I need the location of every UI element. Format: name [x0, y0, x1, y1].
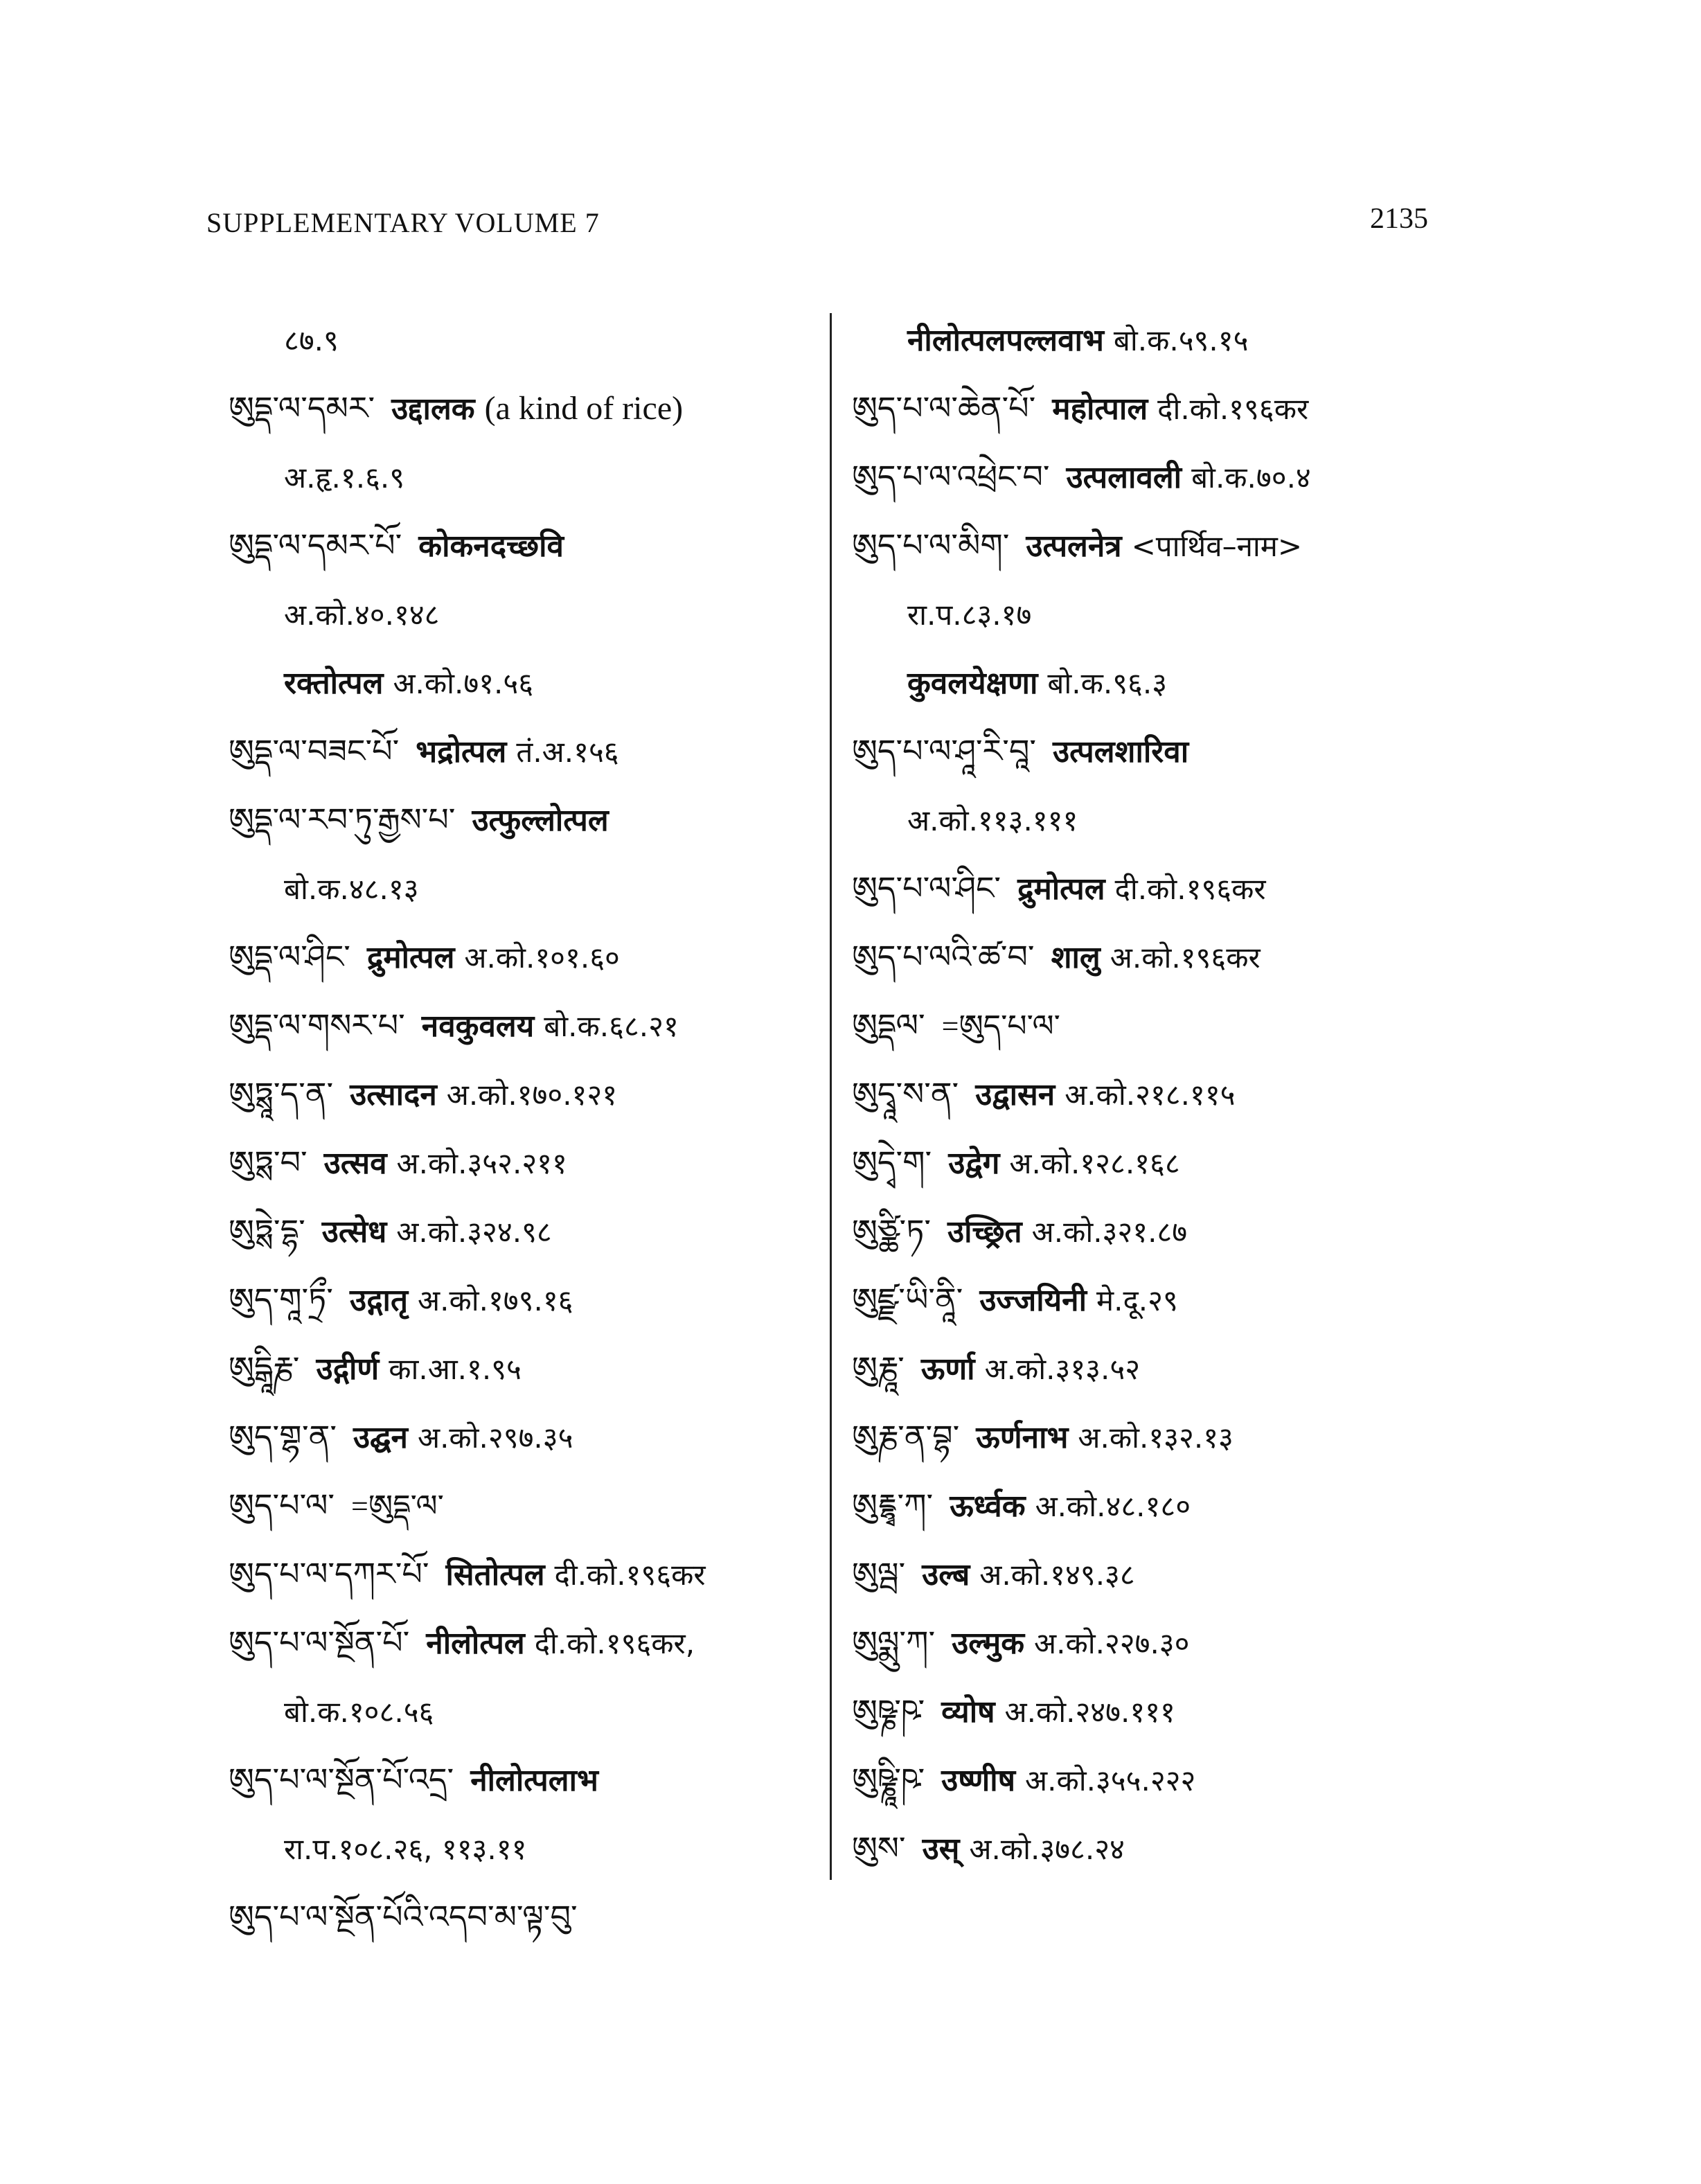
tibetan-term: ཨུལྨུ་ཀ་ [852, 1624, 936, 1661]
tibetan-term: ཨུདྡ་ལ་དམར་པོ་ [229, 526, 402, 564]
entry-line [229, 456, 404, 499]
tibetan-term: ཨུད་པ་ལ་ཆེན་པོ་ [852, 389, 1036, 427]
sanskrit-term: उत्पलशारिवा [1053, 734, 1189, 770]
tibetan-term: ཨུདྡ་ལ་རབ་ཏུ་རྒྱས་པ་ [229, 801, 456, 838]
entry-line [852, 387, 1308, 430]
source-reference: अ.को.३२१.८७ [1031, 1215, 1188, 1249]
entry-line [229, 936, 620, 979]
entry-line [229, 1759, 608, 1802]
tibetan-term: ཨུརྞ་ན་བྷ་ [852, 1418, 960, 1455]
sanskrit-term: ऊर्ध्वक [950, 1489, 1026, 1524]
entry-line [229, 1827, 526, 1870]
sanskrit-term: उद्वेग [948, 1146, 1000, 1181]
entry-line [229, 1347, 522, 1390]
sanskrit-term: उत्सव [323, 1146, 387, 1181]
sanskrit-term: व्योष [941, 1694, 995, 1730]
tibetan-term: ཨུདྭེ་ག་ [852, 1144, 932, 1181]
sanskrit-term: उद्वासन [975, 1077, 1056, 1112]
sanskrit-term: भद्रोत्पल [416, 734, 507, 770]
entry-line [229, 799, 618, 842]
tibetan-term: ཨུལྦ་ [852, 1555, 906, 1592]
sanskrit-term: नवकुवलय [421, 1009, 535, 1044]
tibetan-term: ཨུད་གྷ་ན་ [229, 1418, 337, 1455]
sanskrit-term: महोत्पाल [1052, 391, 1148, 427]
entry-line [229, 1416, 573, 1459]
entry-line [852, 1416, 1234, 1459]
entry-line [229, 319, 339, 362]
tibetan-term: ཨུརྡྷྭ་ཀ་ [852, 1486, 934, 1524]
tibetan-term: ཨུད་གཱ་ཏྲྀ་ [229, 1281, 333, 1318]
entry-line [229, 1279, 573, 1322]
entry-line [852, 319, 1248, 362]
entry-line [852, 1073, 1236, 1116]
sanskrit-term: रक्तोत्पल [284, 666, 384, 701]
entry-line [852, 1690, 1175, 1733]
sanskrit-term: द्रुमोत्पल [1017, 871, 1105, 907]
sanskrit-term: उज्जयिनी [979, 1283, 1087, 1318]
source-reference: अ.को.१९६कर [1110, 941, 1261, 975]
entry-line [852, 1827, 1125, 1870]
entry-line [229, 1073, 617, 1116]
source-reference: अ.को.२४७.१११ [1004, 1695, 1175, 1729]
entry-line [229, 1484, 444, 1527]
source-reference: का.आ.१.९५ [389, 1352, 522, 1386]
sanskrit-term: उल्मुक [952, 1626, 1025, 1661]
sanskrit-term: नीलोत्पलपल्लवाभ [907, 323, 1104, 358]
sanskrit-term: उत्पलनेत्र [1026, 529, 1122, 564]
entry-line [229, 387, 690, 430]
sanskrit-term: उच्छ्रित [947, 1214, 1022, 1250]
source-reference: अ.को.१३२.१३ [1078, 1421, 1234, 1455]
tibetan-term: ཨུདྡ་ལ་ཤིང་ [229, 938, 350, 975]
source-reference: तं.अ.१५६ [516, 735, 619, 769]
source-reference: अ.को.२९७.३५ [417, 1421, 573, 1455]
entry-line [852, 1622, 1190, 1664]
tibetan-term: ཨུད་པ་ལ་སྔོན་པོ་ [229, 1624, 410, 1661]
source-reference: रा.प.८३.१७ [907, 598, 1032, 632]
entry-line [852, 1553, 1135, 1596]
tibetan-term: ཨུད་པ་ལ་འཕྲེང་བ་ [852, 458, 1050, 495]
english-gloss: (a kind of rice) [484, 390, 684, 427]
entry-line [852, 524, 1302, 567]
sanskrit-term: सितोत्पल [445, 1557, 545, 1592]
tibetan-term: ཨུད་པ་ལ་དཀར་པོ་ [229, 1555, 429, 1592]
source-reference: दी.को.१९६कर [554, 1558, 706, 1592]
source-reference: अ.को.१४९.३८ [979, 1558, 1135, 1592]
source-reference: =ཨུད་པ་ལ་ [941, 1009, 1060, 1043]
source-reference: अ.हृ.१.६.९ [284, 461, 405, 495]
source-reference: दी.को.१९६कर [1114, 872, 1266, 906]
tibetan-term: ཨུཏྶཱ་ད་ན་ [229, 1075, 334, 1112]
sanskrit-term: उत्सेध [321, 1214, 387, 1250]
tibetan-term: ཨུདྡ་ལ་གསར་པ་ [229, 1006, 405, 1044]
source-reference: अ.को.२१८.११५ [1065, 1078, 1236, 1112]
sanskrit-term: शालु [1051, 940, 1101, 975]
tibetan-term: ཨུཏྶེ་དྷ་ [229, 1212, 305, 1250]
sanskrit-term: नीलोत्पलाभ [470, 1763, 598, 1798]
source-reference: अ.को.३२४.९८ [396, 1215, 552, 1249]
sanskrit-term: उद्घन [353, 1420, 408, 1455]
entry-line [229, 1142, 567, 1184]
tibetan-term: ཨུཛྫ་ཡི་ནཱི་ [852, 1281, 963, 1318]
tibetan-term: ཨུརྞཱ་ [852, 1349, 905, 1387]
sanskrit-term: उत्पलावली [1066, 460, 1182, 495]
source-reference: अ.को.३७८.२४ [969, 1832, 1125, 1866]
sanskrit-term: उत्सादन [350, 1077, 437, 1112]
source-reference: अ.को.१२८.१६८ [1009, 1146, 1180, 1180]
sanskrit-term: कोकनदच्छवि [418, 529, 564, 564]
entry-line [229, 1622, 695, 1664]
tibetan-term: ཨུད་པ་ལའི་ཚ་བ་ [852, 938, 1035, 975]
entry-line [852, 662, 1167, 704]
entry-line [229, 1210, 552, 1253]
source-reference: अ.को.११३.१११ [907, 804, 1078, 837]
source-reference: दी.को.१९६कर [1157, 392, 1309, 426]
source-reference: बो.क.५९.१५ [1113, 323, 1249, 357]
source-reference: बो.क.९६.३ [1047, 666, 1168, 700]
entry-line [229, 1896, 594, 1937]
tibetan-term: ཨུདྡལ་ [852, 1006, 925, 1044]
page-number: 2135 [1370, 203, 1428, 235]
source-reference: अ.को.१७०.१२१ [446, 1078, 618, 1112]
tibetan-term: ཨུཥྞཱི་ཥ་ [852, 1761, 925, 1798]
entry-line [852, 730, 1198, 773]
sanskrit-term: उष्णीष [941, 1763, 1016, 1798]
source-reference: अ.को.३५५.२२२ [1025, 1764, 1196, 1797]
running-header-title: SUPPLEMENTARY VOLUME 7 [206, 207, 600, 238]
entry-line [852, 1210, 1187, 1253]
source-reference: मे.दू.२९ [1096, 1284, 1178, 1317]
entry-line [852, 1004, 1060, 1047]
tibetan-term: ཨུད་པ་ལ་སྔོན་པོ་འདྲ་ [229, 1761, 454, 1798]
sanskrit-term: द्रुमोत्पल [366, 940, 455, 975]
entry-line [852, 799, 1078, 842]
entry-line [229, 593, 439, 636]
entry-line [229, 524, 573, 567]
column-divider [830, 313, 832, 1880]
entry-line [852, 867, 1266, 910]
sanskrit-term: नीलोत्पल [426, 1626, 525, 1661]
source-reference: <पार्थिव–नाम> [1131, 529, 1303, 563]
source-reference: बो.क.१०८.५६ [284, 1695, 434, 1729]
source-reference: अ.को.७१.५६ [393, 666, 534, 700]
sanskrit-term: उत्फुल्लोत्पल [472, 803, 609, 838]
entry-line [852, 1347, 1140, 1390]
source-reference: =ཨུདྡ་ལ་ [351, 1489, 444, 1523]
source-reference: रा.प.१०८.२६, ११३.११ [284, 1832, 527, 1866]
tibetan-term: ཨུས་ [852, 1829, 906, 1867]
source-reference: बो.क.७०.४ [1191, 461, 1311, 495]
tibetan-term: ཨུཏྶ་བ་ [229, 1144, 308, 1181]
entry-line [852, 1484, 1191, 1527]
source-reference: अ.को.३५२.२११ [396, 1146, 567, 1180]
source-reference: अ.को.४८.१८० [1035, 1489, 1191, 1523]
tibetan-term: ཨུད་པ་ལ་ [229, 1486, 335, 1524]
source-reference: अ.को.२२७.३० [1034, 1626, 1190, 1660]
entry-line [229, 730, 619, 773]
source-reference: दी.को.१९६कर, [534, 1626, 695, 1660]
source-reference: ८७.९ [284, 323, 339, 357]
sanskrit-term: उस् [922, 1831, 960, 1867]
entry-line [852, 1759, 1195, 1802]
entry-line [852, 456, 1311, 499]
entry-line [229, 1553, 706, 1596]
tibetan-term: ཨུད་པ་ལ་ཤིང་ [852, 869, 1001, 907]
source-reference: अ.को.३१३.५२ [984, 1352, 1141, 1386]
sanskrit-term: उल्ब [922, 1557, 970, 1592]
sanskrit-term: उद्गातृ [349, 1283, 409, 1318]
source-reference: अ.को.४०.१४८ [284, 598, 440, 632]
entry-line [229, 662, 533, 704]
source-reference: बो.क.६८.२१ [544, 1009, 679, 1043]
tibetan-term: ཨུདྭཱ་ས་ན་ [852, 1075, 959, 1112]
tibetan-term: ཨུཥྞ་ཥ་ [852, 1692, 925, 1730]
entry-line [229, 867, 419, 910]
entry-line [852, 593, 1031, 636]
entry-line [229, 1004, 679, 1047]
entry-line [852, 1279, 1178, 1322]
sanskrit-term: ऊर्णनाभ [976, 1420, 1069, 1455]
sanskrit-term: उद्दालक [391, 391, 475, 427]
tibetan-term: ཨུདྒཱིརྞ་ [229, 1349, 300, 1387]
sanskrit-term: ऊर्णा [920, 1351, 975, 1387]
tibetan-term: ཨུདྡ་ལ་དམར་ [229, 389, 375, 427]
entry-line [852, 1142, 1180, 1184]
sanskrit-term: कुवलयेक्षणा [907, 666, 1038, 701]
entry-line [229, 1690, 434, 1733]
tibetan-term: ཨུད་པ་ལ་སྔོན་པོའི་འདབ་མ་ལྟ་བུ་ [229, 1898, 578, 1935]
sanskrit-term: उद्गीर्ण [316, 1351, 380, 1387]
tibetan-term: ཨུད་པ་ལ་མིག་ [852, 526, 1010, 564]
entry-line [852, 936, 1261, 979]
source-reference: अ.को.१०१.६० [464, 941, 620, 975]
tibetan-term: ཨུདྡ་ལ་བཟང་པོ་ [229, 732, 400, 770]
tibetan-term: ཨུཙྪི་ཏ་ [852, 1212, 931, 1250]
source-reference: बो.क.४८.१३ [284, 872, 419, 906]
tibetan-term: ཨུད་པ་ལ་ཤཱ་རི་བཱ་ [852, 732, 1037, 770]
source-reference: अ.को.१७९.१६ [418, 1284, 573, 1317]
